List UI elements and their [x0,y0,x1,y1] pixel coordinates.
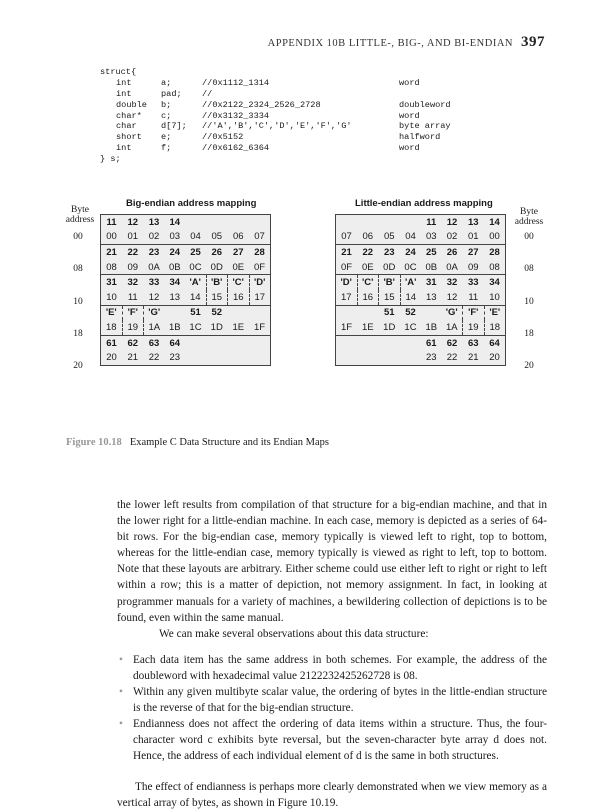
memory-cell: 32 [122,275,144,290]
memory-content-row [336,245,506,260]
memory-cell [206,335,228,350]
memory-address-row [101,260,271,275]
list-item: • Each data item has the same address in both schemes. For example, the address of the doubleword with hexadecimal value 2122232425262728 is 08. [119,653,547,682]
memory-cell [249,215,271,230]
paragraph-1: the lower left results from compilation of that structure for a big-endian machine, and that in the lower right for a little-endian machine. In each case, memory is depicted as a series of 64-bit rows. For the big-endian case, memory typically is viewed left to right, top to bottom, whereas for the little-endian case, memory typically is viewed as right to left, top to bottom. Note that these layouts are arbitrary. Either scheme could use either left to right or right to left within a row; this is a matter of depiction, not memory assignment. In fact, in looking at programmer manuals for a variety of machines, a bewildering collection of depictions is to be found, even within the same manual. [117,499,547,624]
figure-number: Figure 10.18 [66,437,122,448]
memory-address-row [336,290,506,305]
memory-cell: 22 [357,245,379,260]
memory-cell [379,350,401,365]
memory-cell: 52 [400,305,421,320]
memory-cell: 0D [206,260,228,275]
memory-cell: 12 [442,215,463,230]
memory-cell: 01 [122,230,144,245]
memory-cell: 'F' [463,305,485,320]
memory-cell [357,305,379,320]
memory-cell: 0F [336,260,358,275]
memory-cell: 03 [165,230,186,245]
memory-cell: 11 [421,215,442,230]
memory-cell: 'F' [122,305,144,320]
memory-cell: 20 [484,350,506,365]
memory-cell: 21 [122,350,144,365]
memory-cell: 13 [165,290,186,305]
memory-cell [185,350,206,365]
memory-cell: 02 [144,230,165,245]
memory-cell: 1A [442,320,463,335]
figure-caption-text: Example C Data Structure and its Endian Maps [129,437,329,448]
memory-cell: 13 [421,290,442,305]
row-address-left: 20 [73,361,83,372]
memory-cell: 27 [463,245,485,260]
memory-cell: 'B' [206,275,228,290]
big-endian-map [100,214,271,366]
memory-address-row [101,320,271,335]
memory-cell [336,305,358,320]
memory-cell: 24 [400,245,421,260]
memory-cell: 07 [249,230,271,245]
paragraph-3: The effect of endianness is perhaps more clearly demonstrated when we view memory as a vertical array of bytes, as shown in Figure 10.19. [117,780,547,809]
code-close: } s; [100,154,121,165]
memory-content-row [101,215,271,230]
memory-cell [336,215,358,230]
struct-code-listing [100,67,479,165]
row-address-left: 08 [73,264,83,275]
paragraph-2: We can make several observations about this data structure: [159,627,429,640]
memory-cell: 12 [442,290,463,305]
memory-cell: 21 [463,350,485,365]
memory-cell: 'A' [400,275,421,290]
memory-cell: 12 [144,290,165,305]
memory-cell: 1A [144,320,165,335]
memory-cell: 0C [400,260,421,275]
memory-cell: 20 [101,350,123,365]
memory-cell: 06 [357,230,379,245]
code-line: int f; //0x6162_6364 word [116,143,420,154]
memory-cell: 23 [421,350,442,365]
byte-address-label-left: Byte address [65,205,95,225]
memory-cell: 04 [400,230,421,245]
memory-cell: 12 [122,215,144,230]
row-address-right: 00 [524,232,534,242]
memory-cell [249,335,271,350]
memory-cell: 25 [185,245,206,260]
memory-cell: 15 [379,290,401,305]
memory-address-row [101,350,271,365]
memory-cell: 'G' [144,305,165,320]
memory-cell: 24 [165,245,186,260]
memory-cell: 1E [357,320,379,335]
memory-cell: 07 [336,230,358,245]
memory-cell: 'D' [249,275,271,290]
memory-cell: 52 [206,305,228,320]
memory-cell: 0E [228,260,250,275]
memory-cell: 62 [442,335,463,350]
memory-cell: 0B [421,260,442,275]
memory-cell [357,215,379,230]
row-address-right: 18 [524,328,534,339]
memory-cell: 1C [400,320,421,335]
memory-cell: 13 [463,215,485,230]
memory-cell: 31 [421,275,442,290]
memory-cell: 16 [228,290,250,305]
memory-content-row [336,305,506,320]
memory-cell: 'C' [357,275,379,290]
memory-cell: 0A [144,260,165,275]
memory-cell [357,350,379,365]
memory-cell [400,335,421,350]
memory-cell: 'A' [185,275,206,290]
little-endian-map [335,214,506,366]
memory-cell: 16 [357,290,379,305]
memory-cell: 'E' [101,305,123,320]
memory-cell: 22 [442,350,463,365]
memory-cell: 1C [185,320,206,335]
code-line: char d[7]; //'A','B','C','D','E','F','G' byte array [116,121,451,132]
memory-content-row [101,305,271,320]
memory-cell: 'B' [379,275,401,290]
memory-cell: 01 [463,230,485,245]
memory-cell: 34 [165,275,186,290]
memory-cell: 19 [122,320,144,335]
memory-cell: 17 [336,290,358,305]
memory-cell [336,335,358,350]
page-number: 397 [521,34,545,50]
memory-cell: 02 [442,230,463,245]
memory-cell: 1B [421,320,442,335]
bullet-icon: • [119,653,123,666]
observations-list [117,652,547,765]
memory-cell: 63 [463,335,485,350]
memory-cell: 27 [228,245,250,260]
memory-cell: 14 [484,215,506,230]
memory-address-row [101,290,271,305]
memory-cell [336,350,358,365]
memory-address-row [101,230,271,245]
memory-cell: 31 [101,275,123,290]
memory-cell: 28 [249,245,271,260]
memory-cell: 21 [101,245,123,260]
memory-content-row [336,335,506,350]
memory-cell: 1F [249,320,271,335]
memory-content-row [101,275,271,290]
code-line: char* c; //0x3132_3334 word [116,110,420,121]
row-address-right: 20 [524,361,534,372]
memory-cell [379,335,401,350]
memory-content-row [336,275,506,290]
code-open: struct{ [100,67,137,77]
memory-cell: 09 [122,260,144,275]
memory-cell: 26 [206,245,228,260]
memory-cell: 26 [442,245,463,260]
memory-cell [249,305,271,320]
row-address-left: 18 [73,328,83,339]
memory-cell: 17 [249,290,271,305]
figure-caption [66,437,329,448]
memory-address-row [336,260,506,275]
memory-cell: 61 [101,335,123,350]
memory-cell: 64 [484,335,506,350]
memory-cell [206,350,228,365]
memory-cell: 11 [101,215,123,230]
memory-cell: 18 [484,320,506,335]
memory-cell: 03 [421,230,442,245]
bullet-icon: • [119,718,123,731]
memory-cell [228,335,250,350]
memory-cell: 11 [122,290,144,305]
memory-cell: 14 [165,215,186,230]
memory-cell: 10 [484,290,506,305]
memory-cell: 51 [379,305,401,320]
memory-cell: 0D [379,260,401,275]
memory-cell: 00 [484,230,506,245]
big-endian-title: Big-endian address mapping [126,198,257,209]
memory-cell: 34 [484,275,506,290]
memory-cell: 33 [144,275,165,290]
bullet-icon: • [119,686,123,699]
memory-cell: 61 [421,335,442,350]
memory-cell: 'E' [484,305,506,320]
list-item: • Endianness does not affect the ordering of data items within a structure. Thus, the four-character word c exhibits byte reversal, but the seven-character byte array d does not. Hence, the address of each individual element of d is the same in both structures. [119,718,547,763]
row-address-right: 10 [524,296,534,307]
memory-cell [379,215,401,230]
memory-cell: 0B [165,260,186,275]
memory-cell: 1E [228,320,250,335]
memory-cell: 'C' [228,275,250,290]
memory-cell: 28 [484,245,506,260]
header-title: APPENDIX 10B LITTLE-, BIG-, AND BI-ENDIAN [267,38,513,49]
memory-cell: 62 [122,335,144,350]
code-line: int pad; // [116,88,213,99]
memory-cell: 05 [206,230,228,245]
memory-cell [165,305,186,320]
memory-cell: 22 [144,350,165,365]
memory-cell: 23 [379,245,401,260]
memory-address-row [336,230,506,245]
memory-content-row [101,245,271,260]
code-line: double b; //0x2122_2324_2526_2728 doubleword [116,99,451,110]
memory-cell: 1D [379,320,401,335]
body-text [117,497,547,811]
running-header [0,34,545,51]
memory-cell: 11 [463,290,485,305]
memory-cell: 25 [421,245,442,260]
memory-cell: 18 [101,320,123,335]
memory-cell [206,215,228,230]
memory-cell: 09 [463,260,485,275]
row-address-right: 08 [524,264,534,275]
memory-cell [228,215,250,230]
memory-cell: 14 [185,290,206,305]
memory-cell: 10 [101,290,123,305]
memory-cell: 'G' [442,305,463,320]
code-line: int a; //0x1112_1314 word [116,77,420,88]
memory-cell: 19 [463,320,485,335]
row-address-left: 10 [73,296,83,307]
memory-cell: 05 [379,230,401,245]
memory-cell: 21 [336,245,358,260]
memory-cell [185,215,206,230]
memory-cell: 15 [206,290,228,305]
memory-cell: 33 [463,275,485,290]
memory-cell: 0A [442,260,463,275]
memory-content-row [101,335,271,350]
memory-cell: 0E [357,260,379,275]
list-item: • Within any given multibyte scalar value, the ordering of bytes in the little-endian structure is the reverse of that for the big-endian structure. [119,686,547,715]
memory-cell: 0C [185,260,206,275]
memory-cell [357,335,379,350]
memory-cell: 08 [101,260,123,275]
memory-address-row [336,320,506,335]
memory-cell: 'D' [336,275,358,290]
memory-cell: 14 [400,290,421,305]
memory-cell: 04 [185,230,206,245]
memory-cell [185,335,206,350]
memory-cell [228,350,250,365]
memory-cell: 0F [249,260,271,275]
byte-address-label-right: Byte address [514,207,544,227]
memory-cell: 13 [144,215,165,230]
row-address-left: 00 [73,232,83,242]
memory-cell [400,215,421,230]
memory-cell: 63 [144,335,165,350]
memory-cell [421,305,442,320]
memory-cell: 1B [165,320,186,335]
memory-cell: 51 [185,305,206,320]
memory-cell [400,350,421,365]
memory-cell: 22 [122,245,144,260]
memory-cell: 23 [165,350,186,365]
memory-cell: 1F [336,320,358,335]
memory-content-row [336,215,506,230]
memory-cell: 08 [484,260,506,275]
code-line: short e; //0x5152 halfword [116,132,441,143]
memory-cell [249,350,271,365]
memory-cell: 23 [144,245,165,260]
memory-address-row [336,350,506,365]
memory-cell: 06 [228,230,250,245]
little-endian-title: Little-endian address mapping [355,198,493,209]
memory-cell: 00 [101,230,123,245]
memory-cell: 32 [442,275,463,290]
memory-cell: 64 [165,335,186,350]
memory-cell: 1D [206,320,228,335]
memory-cell [228,305,250,320]
